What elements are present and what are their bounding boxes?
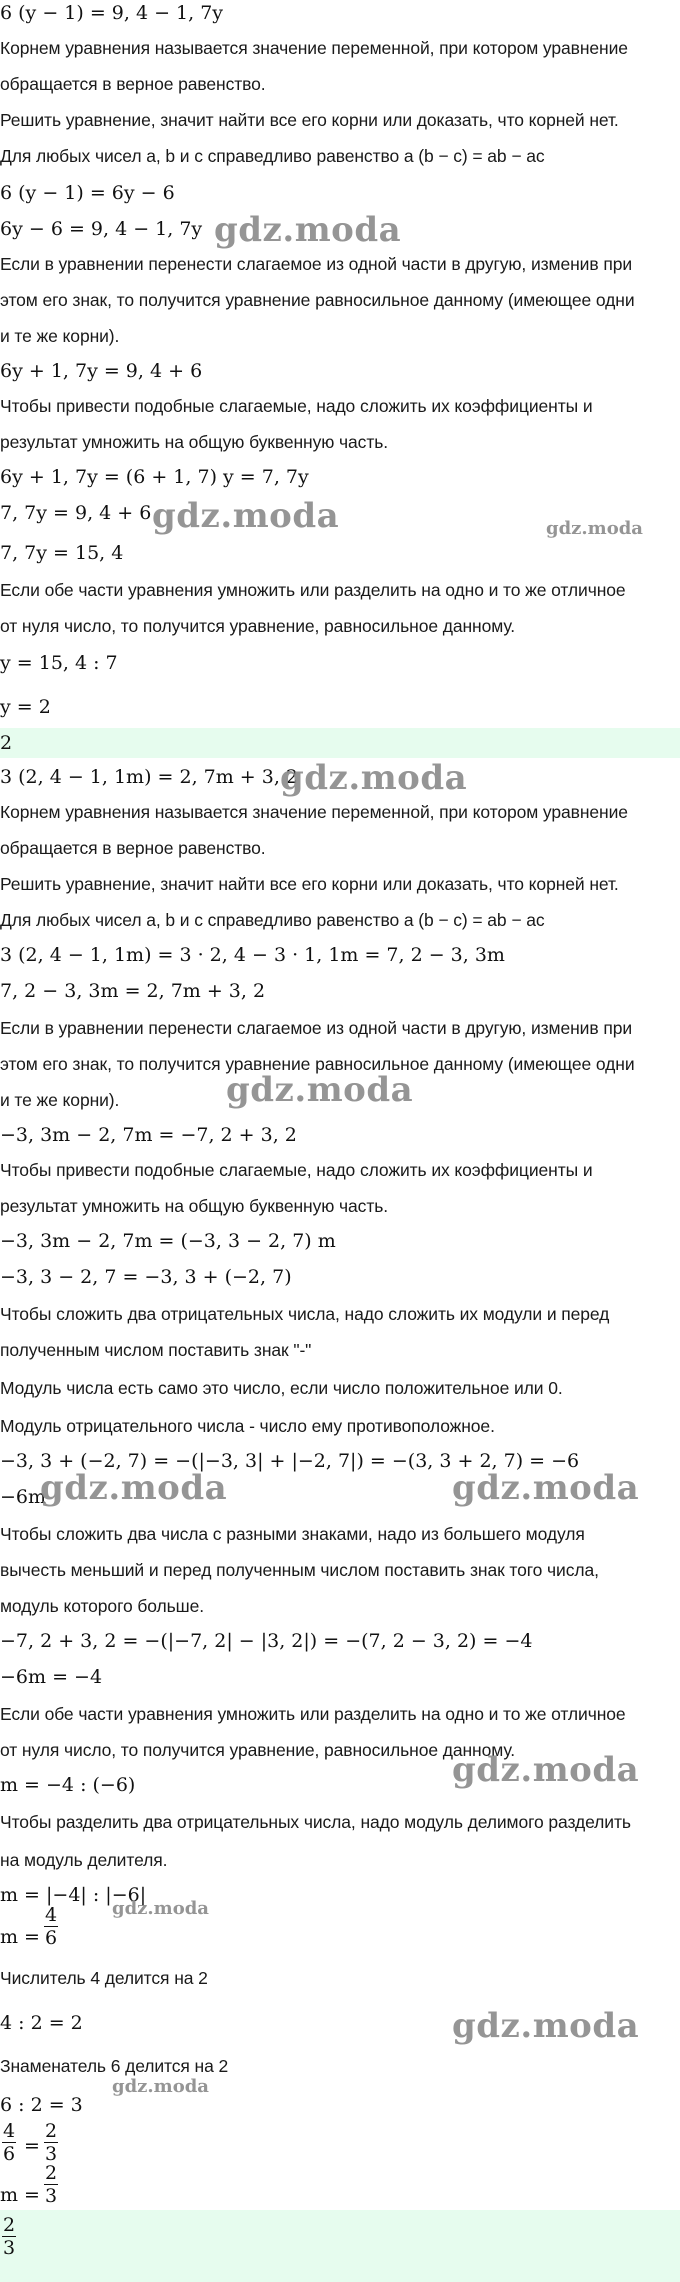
answer-band-2	[0, 2210, 680, 2282]
text-line: обращается в верное равенство.	[0, 838, 266, 858]
fraction-numerator: 2	[44, 2120, 58, 2142]
equation-line: −7, 2 + 3, 2 = −(|−7, 2| − |3, 2|) = −(7, 2 − 3, 2) = −4	[0, 1630, 533, 1652]
equation-line: m = −4 : (−6)	[0, 1774, 136, 1796]
text-line: Решить уравнение, значит найти все его корни или доказать, что корней нет.	[0, 874, 619, 894]
text-line: Чтобы привести подобные слагаемые, надо сложить их коэффициенты и	[0, 396, 593, 416]
text-line: Чтобы сложить два отрицательных числа, надо сложить их модули и перед	[0, 1304, 610, 1324]
fraction-2-3-result	[44, 2162, 58, 2207]
equation-line: 3 (2, 4 − 1, 1m) = 2, 7m + 3, 2	[0, 766, 299, 788]
equation-line: 6y + 1, 7y = 9, 4 + 6	[0, 360, 203, 382]
equation-line: 6 : 2 = 3	[0, 2094, 83, 2116]
text-line: обращается в верное равенство.	[0, 74, 266, 94]
text-line: Если обе части уравнения умножить или разделить на одно и то же отличное	[0, 1704, 626, 1724]
fraction-denominator: 3	[2, 2237, 16, 2259]
text-line: и те же корни).	[0, 1090, 120, 1110]
text-line: Числитель 4 делится на 2	[0, 1968, 208, 1988]
text-line: Модуль числа есть само это число, если число положительное или 0.	[0, 1378, 563, 1398]
watermark-logo: gdz.moda	[280, 758, 468, 798]
watermark-logo: gdz.moda	[214, 210, 402, 250]
text-line: Корнем уравнения называется значение переменной, при котором уравнение	[0, 38, 628, 58]
equation-line: 7, 7y = 9, 4 + 6	[0, 502, 152, 524]
equation-line: 7, 2 − 3, 3m = 2, 7m + 3, 2	[0, 980, 266, 1002]
equation-line: 4 : 2 = 2	[0, 2012, 83, 2034]
watermark-logo: gdz.moda	[152, 496, 340, 536]
watermark-logo: gdz.moda	[546, 518, 643, 539]
fraction-4-6	[44, 1904, 58, 1949]
text-line: этом его знак, то получится уравнение равносильное данному (имеющее одни	[0, 290, 635, 310]
equation-line: −3, 3 + (−2, 7) = −(|−3, 3| + |−2, 7|) = −(3, 3 + 2, 7) = −6	[0, 1450, 580, 1472]
fraction-4-6-simplify	[2, 2120, 16, 2165]
text-line: вычесть меньший и перед полученным числом поставить знак того числа,	[0, 1560, 599, 1580]
text-line: Если обе части уравнения умножить или разделить на одно и то же отличное	[0, 580, 626, 600]
watermark-logo: gdz.moda	[452, 1468, 640, 1508]
answer-value: 2	[0, 732, 13, 754]
equation-line: −6m	[0, 1486, 47, 1508]
equation-line: 6y + 1, 7y = (6 + 1, 7) y = 7, 7y	[0, 466, 309, 488]
text-line: от нуля число, то получится уравнение, равносильное данному.	[0, 616, 516, 636]
equals-sign: =	[24, 2135, 40, 2157]
text-line: полученным числом поставить знак "-"	[0, 1340, 312, 1360]
fraction-numerator: 4	[2, 2120, 16, 2142]
text-line: Модуль отрицательного числа - число ему противоположное.	[0, 1416, 495, 1436]
watermark-logo: gdz.moda	[226, 1070, 414, 1110]
text-line: этом его знак, то получится уравнение равносильное данному (имеющее одни	[0, 1054, 635, 1074]
fraction-2-3-simplify	[44, 2120, 58, 2165]
fraction-denominator: 3	[44, 2185, 58, 2207]
text-line: Чтобы разделить два отрицательных числа, надо модуль делимого разделить	[0, 1812, 631, 1832]
text-line: Чтобы сложить два числа с разными знаками, надо из большего модуля	[0, 1524, 585, 1544]
m-equals-label: m =	[0, 2184, 40, 2206]
fraction-denominator: 6	[44, 1927, 58, 1949]
text-line: на модуль делителя.	[0, 1850, 168, 1870]
text-line: и те же корни).	[0, 326, 120, 346]
text-line: Если в уравнении перенести слагаемое из одной части в другую, изменив при	[0, 254, 633, 274]
equation-line: y = 15, 4 : 7	[0, 652, 118, 674]
watermark-logo: gdz.moda	[112, 1898, 209, 1919]
watermark-logo: gdz.moda	[452, 1750, 640, 1790]
fraction-numerator: 2	[2, 2214, 16, 2236]
watermark-logo: gdz.moda	[112, 2076, 209, 2097]
equation-line: 6 (y − 1) = 9, 4 − 1, 7y	[0, 2, 224, 24]
text-line: модуль которого больше.	[0, 1596, 204, 1616]
text-line: Корнем уравнения называется значение переменной, при котором уравнение	[0, 802, 628, 822]
equation-line: −3, 3 − 2, 7 = −3, 3 + (−2, 7)	[0, 1266, 292, 1288]
text-line: Если в уравнении перенести слагаемое из одной части в другую, изменив при	[0, 1018, 633, 1038]
equation-line: 6 (y − 1) = 6y − 6	[0, 182, 175, 204]
equation-line: m = |−4| : |−6|	[0, 1884, 147, 1906]
answer-band-1	[0, 728, 680, 758]
fraction-numerator: 4	[44, 1904, 58, 1926]
watermark-logo: gdz.moda	[452, 2006, 640, 2046]
equation-line: y = 2	[0, 696, 51, 718]
fraction-denominator: 3	[44, 2143, 58, 2165]
m-equals-label: m =	[0, 1926, 40, 1948]
answer-fraction	[2, 2214, 16, 2259]
text-line: результат умножить на общую буквенную часть.	[0, 1196, 389, 1216]
equation-line: −3, 3m − 2, 7m = (−3, 3 − 2, 7) m	[0, 1230, 336, 1252]
text-line: Для любых чисел a, b и c справедливо равенство a (b − c) = ab − ac	[0, 910, 545, 930]
text-line: Чтобы привести подобные слагаемые, надо сложить их коэффициенты и	[0, 1160, 593, 1180]
equation-line: −3, 3m − 2, 7m = −7, 2 + 3, 2	[0, 1124, 297, 1146]
text-line: Знаменатель 6 делится на 2	[0, 2056, 229, 2076]
text-line: результат умножить на общую буквенную часть.	[0, 432, 389, 452]
equation-line: 7, 7y = 15, 4	[0, 542, 124, 564]
equation-line: 6y − 6 = 9, 4 − 1, 7y	[0, 218, 203, 240]
text-line: от нуля число, то получится уравнение, равносильное данному.	[0, 1740, 516, 1760]
fraction-numerator: 2	[44, 2162, 58, 2184]
fraction-denominator: 6	[2, 2143, 16, 2165]
equation-line: −6m = −4	[0, 1666, 103, 1688]
watermark-logo: gdz.moda	[40, 1468, 228, 1508]
text-line: Для любых чисел a, b и c справедливо равенство a (b − c) = ab − ac	[0, 146, 545, 166]
text-line: Решить уравнение, значит найти все его корни или доказать, что корней нет.	[0, 110, 619, 130]
equation-line: 3 (2, 4 − 1, 1m) = 3 · 2, 4 − 3 · 1, 1m = 7, 2 − 3, 3m	[0, 944, 505, 966]
